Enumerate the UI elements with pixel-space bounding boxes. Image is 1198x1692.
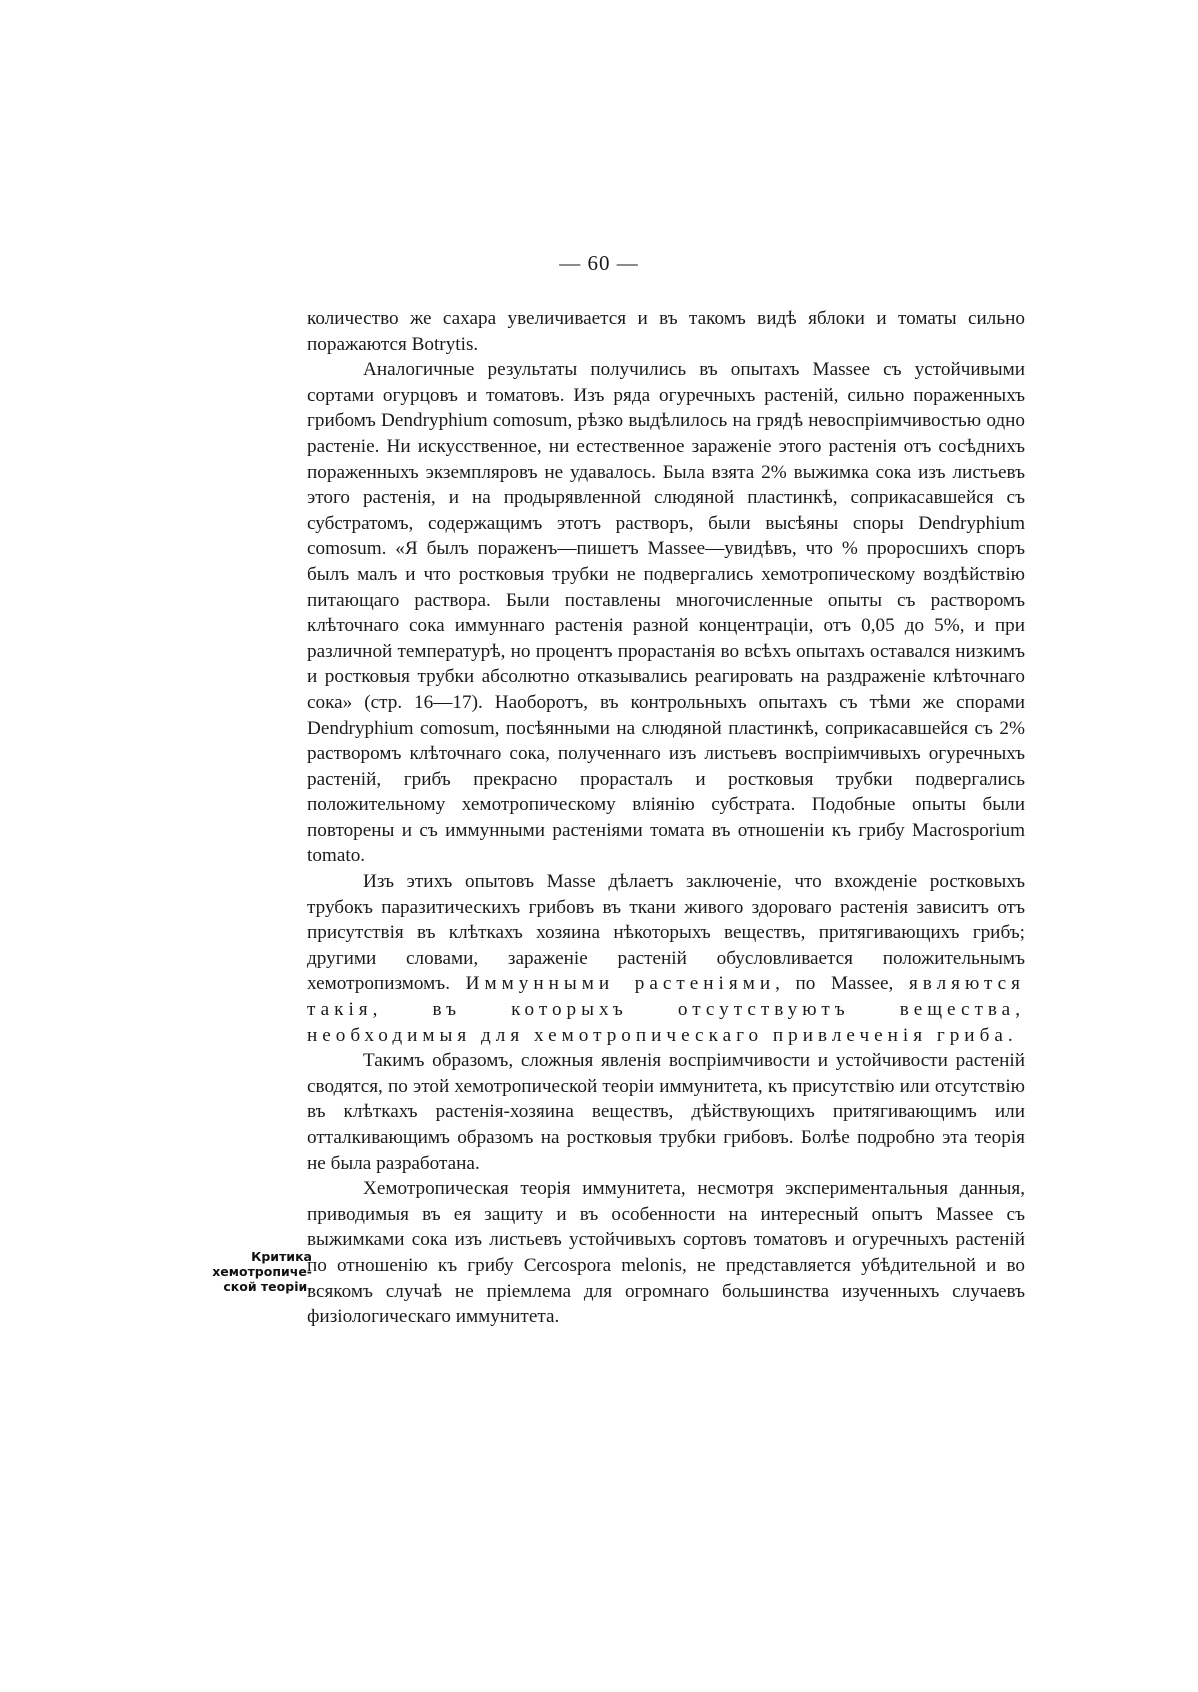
marginal-note-line-1: Критика — [251, 1249, 312, 1264]
paragraph-3-text-middle: , по Massee, — [775, 973, 909, 995]
paragraph-4: Такимъ образомъ, сложныя явленія воспріимчивости и устойчивости растеній сводятся, по этой хемотропической теоріи иммунитета, къ присутствію или отсутствію въ клѣткахъ растенія-хозяина веществъ, дѣйствующихъ притягивающимъ или отталкивающимъ образомъ на ростковыя трубки грибовъ. Болѣе подробно эта теорія не была разработана. — [307, 1050, 1025, 1174]
emphasis-immune-plants: Иммунными растеніями — [465, 973, 776, 995]
marginal-note-line-3: ской теоріи. — [223, 1279, 312, 1294]
paragraph-5: Хемотропическая теорія иммунитета, несмотря экспериментальныя данныя, приводимыя въ ея защиту и въ особенности на интересный опытъ Massee съ выжимками сока изъ листьевъ устойчивыхъ сортовъ томатовъ и огуречныхъ растеній по отношенію къ грибу Cercospora melonis, не представляется убѣдительной и во всякомъ случаѣ не пріемлема для огромнаго большинства изученныхъ случаевъ физіологическаго иммунитета. — [307, 1178, 1025, 1328]
body-text — [307, 306, 1025, 1330]
paragraph-3 — [307, 869, 1025, 1048]
page-number: — 60 — — [559, 251, 639, 275]
marginal-note-line-2: хемотропиче- — [212, 1264, 312, 1279]
paragraph-1: количество же сахара увеличивается и въ такомъ видѣ яблоки и томаты сильно поражаются Botrytis. — [307, 308, 1025, 355]
paragraph-3-text-before: Изъ этихъ опытовъ Masse дѣлаетъ заключеніе, что вхожденіе ростковыхъ трубокъ паразитическихъ грибовъ въ ткани живого здороваго растенія зависитъ отъ присутствія въ клѣткахъ хозяина нѣкоторыхъ веществъ, притягивающихъ грибъ; другими словами, зараженіе растеній обусловливается положительнымъ хемотропизмомъ. — [307, 871, 1025, 995]
marginal-note — [188, 1249, 312, 1294]
paragraph-2: Аналогичные результаты получились въ опытахъ Massee съ устойчивыми сортами огурцовъ и томатовъ. Изъ ряда огуречныхъ растеній, сильно пораженныхъ грибомъ Dendryphium comosum, рѣзко выдѣлилось на грядѣ невоспріимчивостью одно растеніе. Ни искусственное, ни естественное зараженіе этого растенія отъ сосѣднихъ пораженныхъ экземпляровъ не удавалось. Была взята 2% выжимка сока изъ листьевъ этого растенія, и на продырявленной слюдяной пластинкѣ, соприкасавшейся съ субстратомъ, содержащимъ этотъ растворъ, были высѣяны споры Dendryphium comosum. «Я былъ пораженъ—пишетъ Massee—увидѣвъ, что % проросшихъ споръ былъ малъ и что ростковыя трубки не подвергались хемотропическому воздѣйствію питающаго раствора. Были поставлены многочисленные опыты съ растворомъ клѣточнаго сока иммуннаго растенія разной концентраціи, отъ 0,05 до 5%, и при различной температурѣ, но процентъ прорастанія во всѣхъ опытахъ оставался низкимъ и ростковыя трубки абсолютно отказывались реагировать на раздраженіе клѣточнаго сока» (стр. 16—17). Наоборотъ, въ контрольныхъ опытахъ съ тѣми же спорами Dendryphium comosum, посѣянными на слюдяной пластинкѣ, соприкасавшейся съ 2% растворомъ клѣточнаго сока, полученнаго изъ листьевъ воспріимчивыхъ огуречныхъ растеній, грибъ прекрасно прорасталъ и ростковыя трубки подвергались положительному хемотропическому вліянію субстрата. Подобные опыты были повторены и съ иммунными растеніями томата въ отношеніи къ грибу Macrosporium tomato. — [307, 359, 1025, 867]
emphasis-definition: являются такія, въ которыхъ отсутствуютъ вещества, необходимыя для хемотропическаго привлеченія гриба. — [307, 973, 1026, 1046]
